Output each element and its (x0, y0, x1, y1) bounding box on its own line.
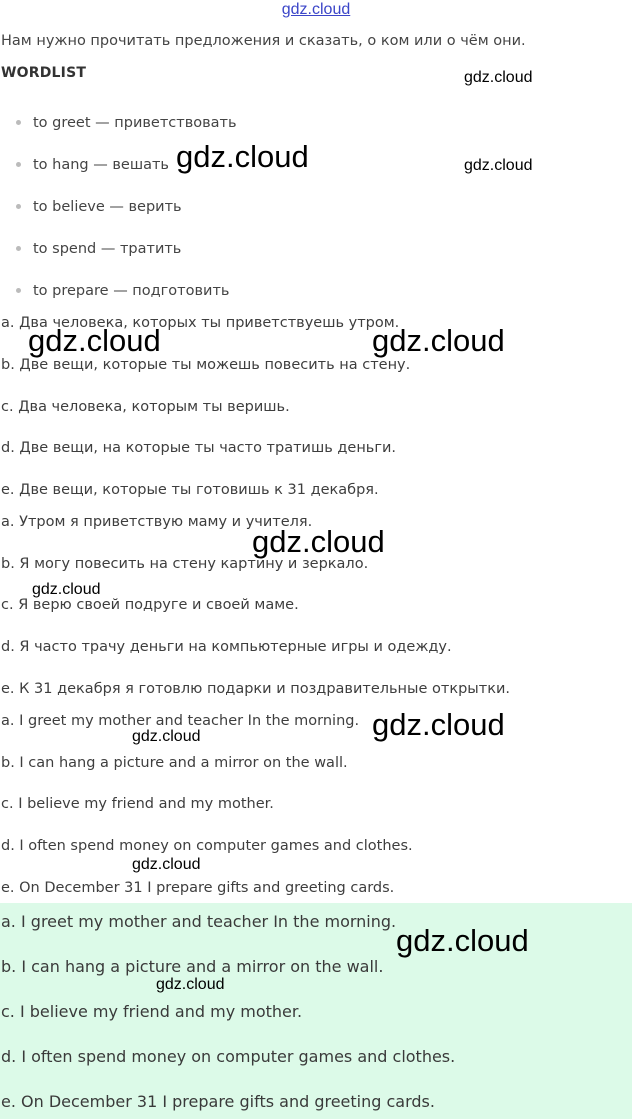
bullet-icon (16, 204, 21, 209)
answer-ru-line: c. Я верю своей подруге и своей маме. (1, 597, 299, 613)
wordlist-item-text: to spend — тратить (33, 241, 182, 257)
watermark: gdz.cloud (156, 976, 225, 993)
answer-en-line: e. On December 31 I prepare gifts and greeting cards. (1, 880, 395, 896)
watermark: gdz.cloud (464, 69, 533, 86)
highlighted-answer-line: c. I believe my friend and my mother. (1, 1002, 303, 1021)
bullet-icon (16, 288, 21, 293)
intro-text: Нам нужно прочитать предложения и сказать, о ком или о чём они. (1, 33, 526, 49)
wordlist-item (16, 199, 182, 215)
wordlist-item-text: to greet — приветствовать (33, 115, 237, 131)
highlighted-answer-line: e. On December 31 I prepare gifts and greeting cards. (1, 1092, 435, 1111)
wordlist-item (16, 115, 237, 131)
watermark: gdz.cloud (28, 323, 161, 358)
answer-en-line: d. I often spend money on computer games and clothes. (1, 838, 413, 854)
question-line: c. Два человека, которым ты веришь. (1, 399, 290, 415)
answer-ru-line: a. Утром я приветствую маму и учителя. (1, 514, 313, 530)
wordlist-item-text: to prepare — подготовить (33, 283, 230, 299)
watermark: gdz.cloud (372, 323, 505, 358)
highlighted-answer-line: a. I greet my mother and teacher In the morning. (1, 912, 397, 931)
highlighted-answer-line: b. I can hang a picture and a mirror on the wall. (1, 957, 384, 976)
watermark: gdz.cloud (464, 157, 533, 174)
answer-en-line: a. I greet my mother and teacher In the morning. (1, 713, 360, 729)
wordlist-heading: WORDLIST (1, 65, 87, 81)
question-line: b. Две вещи, которые ты можешь повесить на стену. (1, 357, 411, 373)
bullet-icon (16, 120, 21, 125)
watermark: gdz.cloud (252, 524, 385, 559)
wordlist-item-text: to believe — верить (33, 199, 182, 215)
wordlist-item (16, 241, 181, 257)
wordlist-item (16, 283, 229, 299)
watermark: gdz.cloud (372, 707, 505, 742)
bullet-icon (16, 246, 21, 251)
watermark: gdz.cloud (32, 581, 101, 598)
answer-en-line: b. I can hang a picture and a mirror on the wall. (1, 755, 348, 771)
wordlist-item-text: to hang — вешать (33, 157, 169, 173)
answer-ru-line: e. К 31 декабря я готовлю подарки и поздравительные открытки. (1, 681, 510, 697)
watermark: gdz.cloud (132, 856, 201, 873)
wordlist-item (16, 157, 169, 173)
watermark: gdz.cloud (132, 728, 201, 745)
watermark: gdz.cloud (396, 923, 529, 958)
bullet-icon (16, 162, 21, 167)
answer-en-line: c. I believe my friend and my mother. (1, 796, 274, 812)
question-line: e. Две вещи, которые ты готовишь к 31 декабря. (1, 482, 379, 498)
answer-ru-line: d. Я часто трачу деньги на компьютерные игры и одежду. (1, 639, 452, 655)
watermark: gdz.cloud (176, 139, 309, 174)
site-link[interactable]: gdz.cloud (281, 1, 351, 18)
answer-ru-line: b. Я могу повесить на стену картину и зеркало. (1, 556, 369, 572)
question-line: d. Две вещи, на которые ты часто тратишь деньги. (1, 440, 397, 456)
highlighted-answer-line: d. I often spend money on computer games and clothes. (1, 1047, 456, 1066)
question-line: a. Два человека, которых ты приветствуешь утром. (1, 315, 400, 331)
